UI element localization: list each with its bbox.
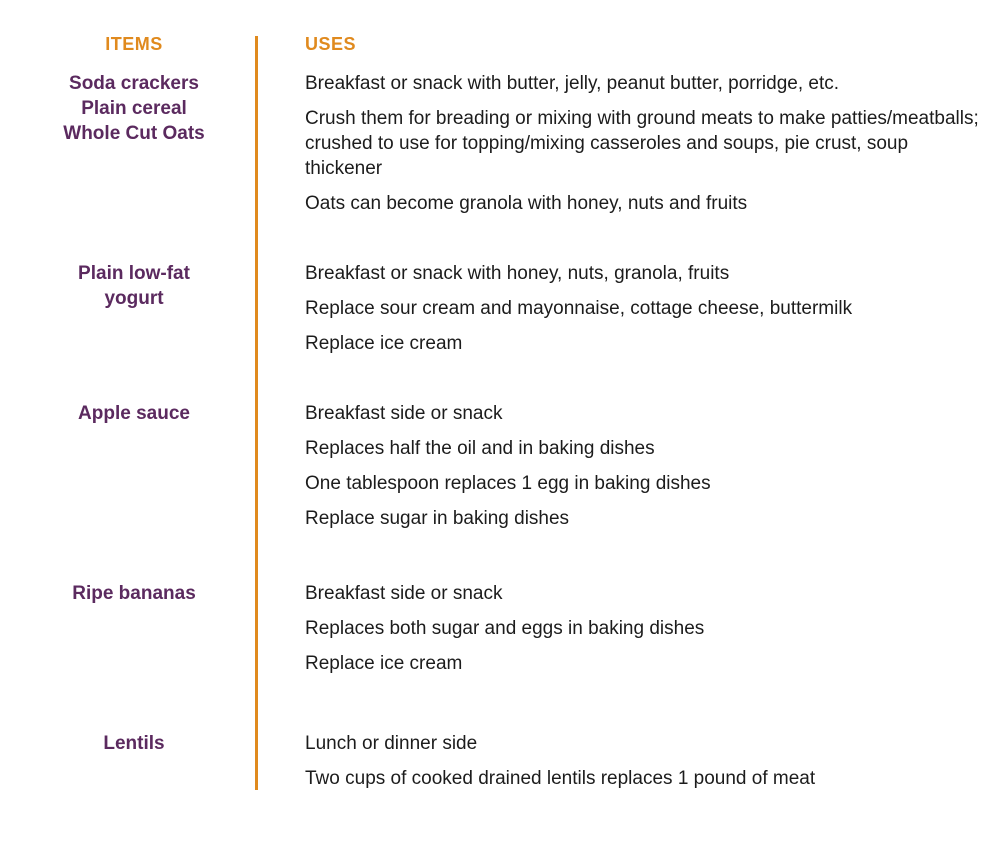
use-text: Breakfast or snack with honey, nuts, granola, fruits [305,263,730,284]
uses-list [305,401,985,541]
items-column-header: ITEMS [105,34,163,54]
use-text: Replaces both sugar and eggs in baking dishes [305,618,705,639]
use-text: Replaces half the oil and in baking dishes [305,438,655,459]
item-name-line: yogurt [104,288,164,309]
use-text: Lunch or dinner side [305,733,478,754]
uses-list [305,261,985,366]
use-text: Oats can become granola with honey, nuts and fruits [305,193,748,214]
item-name [0,581,268,606]
uses-column-header: USES [305,34,357,54]
use-text: Replace ice cream [305,333,463,354]
use-text: Replace ice cream [305,653,463,674]
item-name-line: Plain cereal [81,98,187,119]
item-name-line: Whole Cut Oats [63,123,205,144]
use-text: Crush them for breading or mixing with ground meats to make patties/meatballs; crushed to use for topping/mixing casseroles and soups, pie crust, soup thickener [305,108,979,179]
use-text: Two cups of cooked drained lentils replaces 1 pound of meat [305,768,816,789]
use-text: Breakfast side or snack [305,583,503,604]
use-text: One tablespoon replaces 1 egg in baking dishes [305,473,711,494]
item-name [0,261,268,311]
item-name-line: Soda crackers [69,73,199,94]
use-text: Replace sour cream and mayonnaise, cottage cheese, buttermilk [305,298,853,319]
item-name [0,731,268,756]
item-name [0,401,268,426]
use-text: Replace sugar in baking dishes [305,508,570,529]
item-name-line: Apple sauce [78,403,190,424]
uses-list [305,731,985,801]
uses-list [305,581,985,686]
item-name-line: Ripe bananas [72,583,196,604]
use-text: Breakfast side or snack [305,403,503,424]
item-name [0,71,268,146]
use-text: Breakfast or snack with butter, jelly, peanut butter, porridge, etc. [305,73,840,94]
item-name-line: Lentils [103,733,165,754]
uses-list [305,71,985,226]
item-name-line: Plain low-fat [78,263,190,284]
